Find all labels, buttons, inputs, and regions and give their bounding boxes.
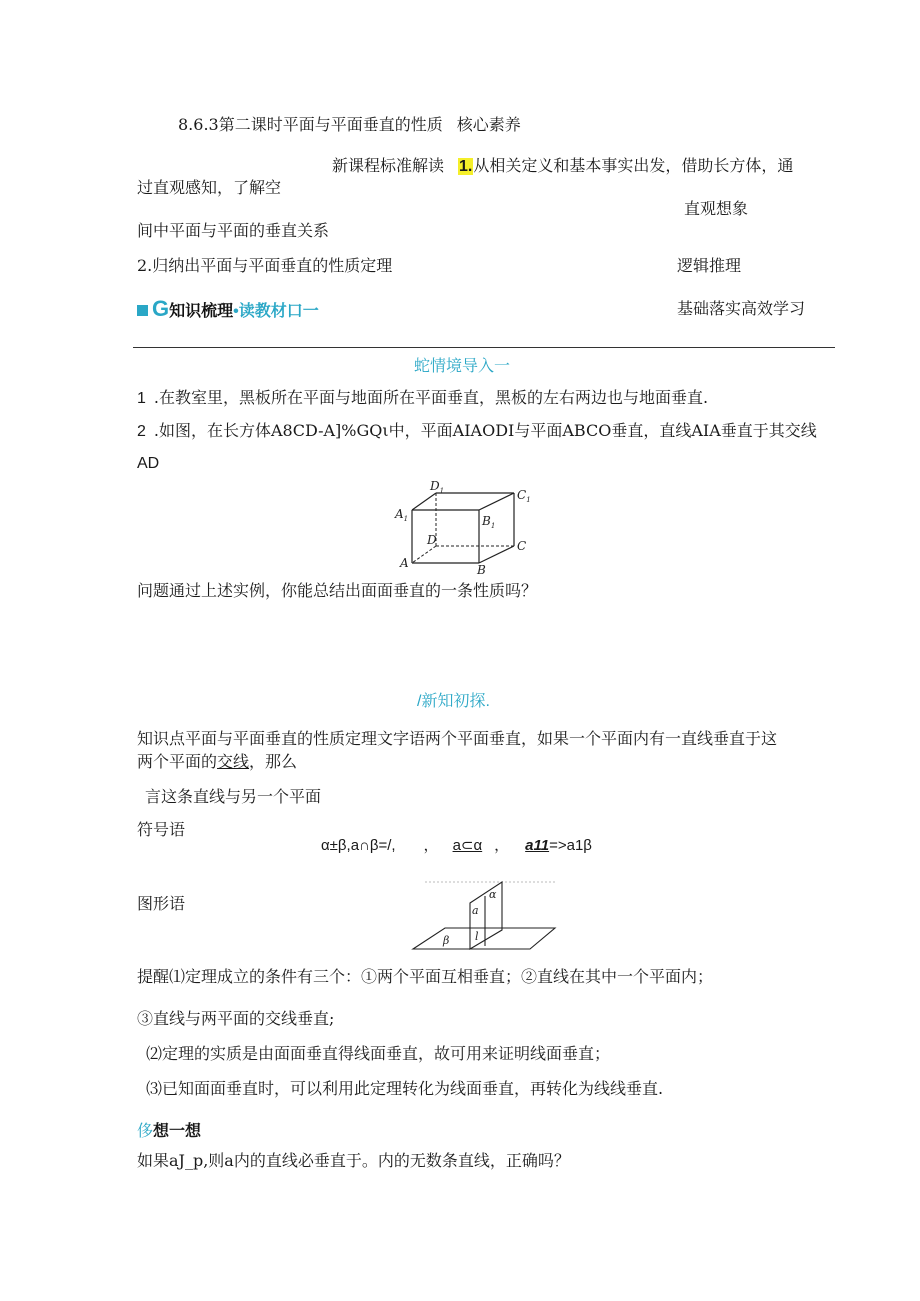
standard-line-1-end: 间中平面与平面的垂直关系	[137, 221, 330, 240]
cuboid-figure	[390, 476, 540, 576]
label-D1: $D_1$	[430, 479, 445, 495]
literacy-logic: 逻辑推理	[677, 256, 742, 275]
reminder-line-2: ③直线与两平面的交线垂直;	[137, 1009, 335, 1028]
section-divider	[133, 347, 835, 348]
standard-line-2: 2.归纳出平面与平面垂直的性质定理	[137, 256, 393, 275]
label-B: B	[477, 563, 486, 576]
situation-paragraph-2-cont: AD	[137, 455, 160, 472]
new-knowledge-heading: /新知初探.	[417, 693, 490, 710]
reminder-line-1: 提醒⑴定理成立的条件有三个：①两个平面互相垂直；②直线在其中一个平面内；	[137, 967, 714, 986]
label-A: A	[400, 556, 409, 570]
label-C1: $C_1$	[517, 488, 531, 504]
literacy-intuitive: 直观想象	[684, 199, 749, 218]
square-icon	[137, 305, 148, 316]
situation-question: 问题通过上述实例，你能总结出面面垂直的一条性质吗？	[137, 581, 538, 600]
knowledge-point-line-3: 言这条直线与另一个平面	[145, 787, 322, 806]
label-A1: $A_1$	[395, 507, 409, 523]
knowledge-right-label: 基础落实高效学习	[677, 299, 806, 318]
page-title: 8.6.3第二课时平面与平面垂直的性质 核心素养	[178, 115, 521, 134]
knowledge-point-line-2: 两个平面的交线，那么	[137, 752, 298, 771]
situation-paragraph-1: 1 .在教室里，黑板所在平面与地面所在平面垂直，黑板的左右两边也与地面垂直.	[137, 388, 709, 407]
think-question: 如果aJ_p,则a内的直线必垂直于。内的无数条直线，正确吗？	[137, 1151, 570, 1170]
label-B1: $B_1$	[482, 514, 496, 530]
think-heading: 侈想一想	[137, 1123, 202, 1140]
knowledge-point-line-1: 知识点平面与平面垂直的性质定理文字语两个平面垂直，如果一个平面内有一直线垂直于这	[137, 729, 778, 748]
symbol-language-label: 符号语	[137, 820, 186, 839]
label-beta: β	[443, 934, 450, 947]
label-D: D	[427, 533, 437, 547]
label-alpha: α	[489, 888, 497, 901]
label-l: l	[475, 930, 479, 943]
standard-line-1: 新课程标准解读 1.从相关定义和基本事实出发，借助长方体，通	[332, 156, 794, 175]
label-a: a	[472, 904, 479, 917]
think-icon: 侈	[137, 1123, 154, 1140]
standard-line-1-cont: 过直观感知，了解空	[137, 178, 282, 197]
situation-paragraph-2: 2 .如图，在长方体A8CD-A]%GQι中，平面AIAODI与平面ABCO垂直，直线AIA垂直于其交线	[137, 421, 817, 440]
intersection-line-term: 交线	[217, 752, 250, 771]
label-C: C	[517, 539, 527, 553]
item-number-highlight: 1.	[459, 158, 473, 175]
symbol-expression: α±β,a∩β=/, ， a⊂α ， a11=>a1β	[321, 837, 592, 854]
core-literacy-label: 核心素养	[456, 115, 521, 134]
reminder-line-4: ⑶已知面面垂直时，可以利用此定理转化为线面垂直，再转化为线线垂直.	[146, 1079, 664, 1098]
reminder-line-3: ⑵定理的实质是由面面垂直得线面垂直，故可用来证明线面垂直；	[146, 1044, 611, 1063]
situation-heading: 蛇情境导入一	[414, 358, 511, 375]
perpendicular-planes-figure	[405, 876, 560, 954]
graphic-language-label: 图形语	[137, 894, 186, 913]
standard-label: 新课程标准解读	[332, 156, 445, 175]
knowledge-heading: G知识梳理•读教材口一	[137, 296, 319, 325]
